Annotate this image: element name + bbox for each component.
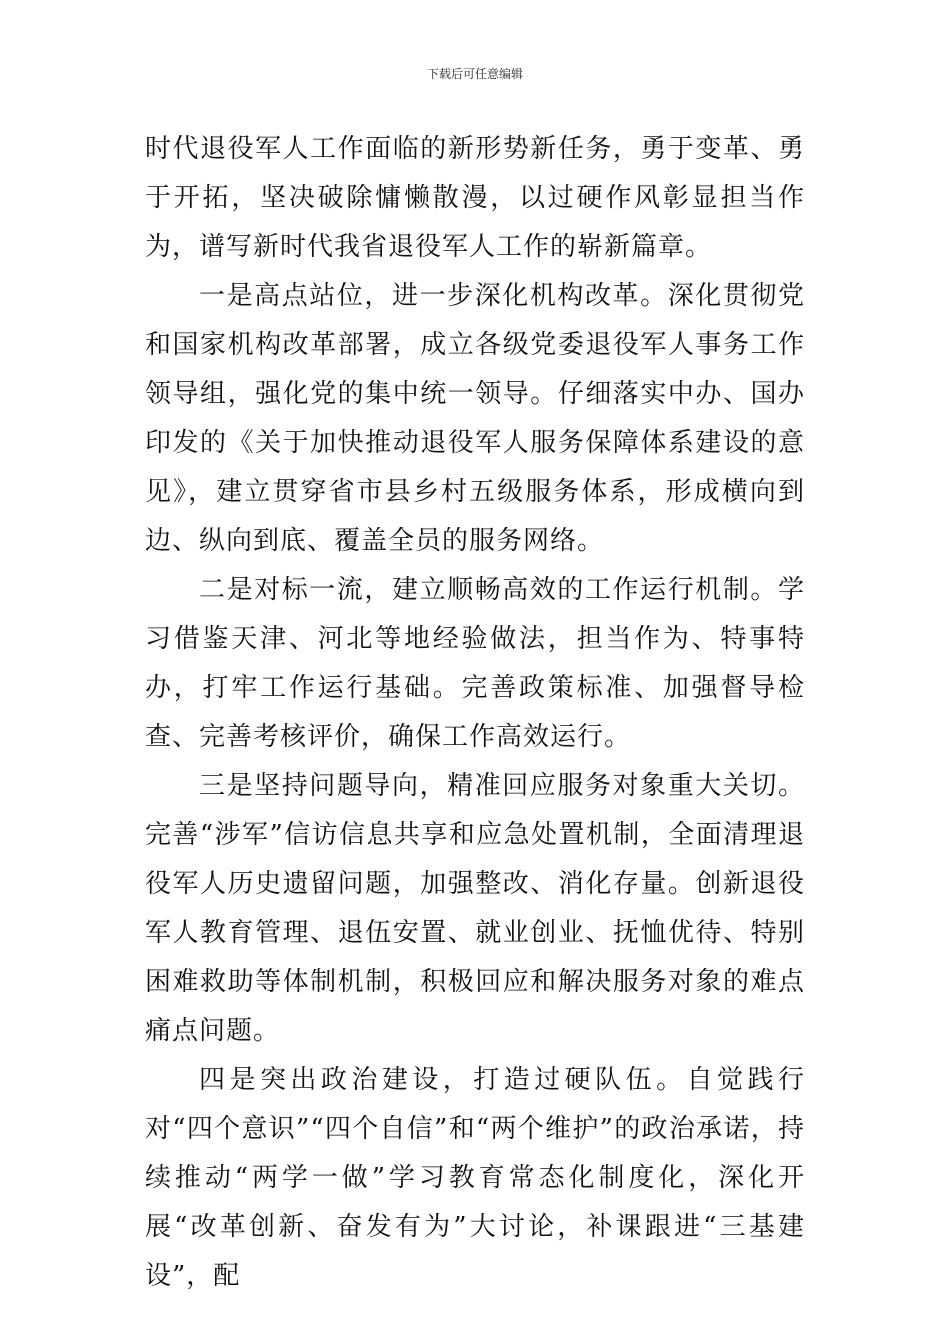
paragraph-point-one: 一是高点站位，进一步深化机构改革。深化贯彻党和国家机构改革部署，成立各级党委退役军人事务工作领导组，强化党的集中统一领导。仔细落实中办、国办印发的《关于加快推动退役军人服务保障体系建设的意见》，建立贯穿省市县乡村五级服务体系，形成横向到边、纵向到底、覆盖全员的服务网络。	[145, 281, 805, 556]
paragraph-continuation: 时代退役军人工作面临的新形势新任务，勇于变革、勇于开拓，坚决破除慵懒散漫，以过硬作风彰显担当作为，谱写新时代我省退役军人工作的崭新篇章。	[145, 134, 805, 262]
paragraph-point-four: 四是突出政治建设，打造过硬队伍。自觉践行对“四个意识”“四个自信”和“两个维护”的政治承诺，持续推动“两学一做”学习教育常态化制度化，深化开展“改革创新、奋发有为”大讨论，补课跟进“三基建设”，配	[145, 1065, 805, 1291]
document-body	[145, 125, 805, 1301]
paragraph-point-three: 三是坚持问题导向，精准回应服务对象重大关切。完善“涉军”信访信息共享和应急处置机制，全面清理退役军人历史遗留问题，加强整改、消化存量。创新退役军人教育管理、退伍安置、就业创业、抚恤优待、特别困难救助等体制机制，积极回应和解决服务对象的难点痛点问题。	[145, 771, 805, 1046]
paragraph-point-two: 二是对标一流，建立顺畅高效的工作运行机制。学习借鉴天津、河北等地经验做法，担当作为、特事特办，打牢工作运行基础。完善政策标准、加强督导检查、完善考核评价，确保工作高效运行。	[145, 575, 805, 752]
header-note: 下载后可任意编辑	[426, 67, 523, 81]
